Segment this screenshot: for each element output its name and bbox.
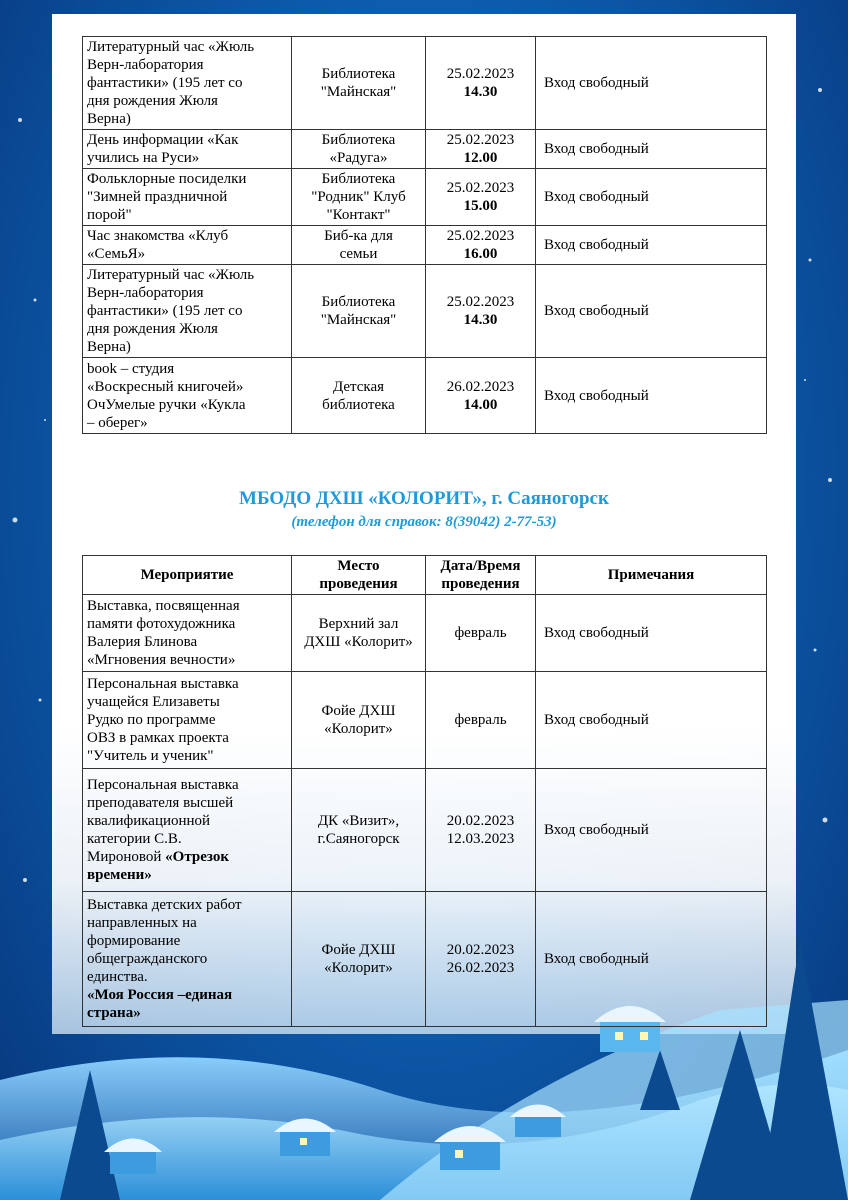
cell-line: категории С.В. [87, 831, 182, 847]
cell-line: Литературный час «Жюль [87, 267, 255, 283]
cell-line: г.Саяногорск [317, 831, 400, 847]
cell-line: дня рождения Жюля [87, 93, 218, 109]
date-cell [426, 169, 536, 226]
org-title: МБОДО ДХШ «КОЛОРИТ», г. Саяногорск [239, 488, 609, 509]
cell-line: Детская [332, 378, 385, 395]
cell-line: «Колорит» [324, 721, 393, 737]
events-table-libraries [82, 36, 767, 434]
time-value: 16.00 [463, 246, 498, 262]
cell-line: ДХШ «Колорит» [304, 634, 413, 650]
events-table-art-school [82, 555, 767, 1027]
cell-line: Персональная выставка [87, 777, 239, 793]
cell-line: «Радуга» [329, 150, 388, 166]
cell-line: Библиотека [321, 132, 396, 148]
cell-line: страна» [87, 1005, 141, 1021]
cell-line: Верна) [87, 111, 131, 127]
org-phone: (телефон для справок: 8(39042) 2-77-53) [291, 514, 557, 530]
place-cell [292, 769, 426, 892]
date-cell [426, 769, 536, 892]
cell-line: «Колорит» [324, 960, 393, 976]
cell-line: Час знакомства «Клуб [87, 228, 229, 244]
place-cell [292, 265, 426, 358]
cell-line: библиотека [322, 396, 395, 413]
event-cell [83, 672, 292, 769]
cell-line: квалификационной [87, 813, 211, 829]
cell-line: ДК «Визит», [317, 813, 400, 829]
event-cell [83, 37, 292, 130]
cell-line: ОчУмелые ручки «Кукла [87, 396, 246, 413]
time-value: 15.00 [463, 198, 498, 214]
cell-line: "Родник" Клуб [311, 189, 406, 205]
date-cell [426, 595, 536, 672]
cell-line: "Контакт" [326, 207, 391, 223]
cell-line: Валерия Блинова [87, 634, 198, 650]
cell-line: порой" [87, 207, 132, 223]
cell-line: «Отрезок [165, 849, 229, 865]
table-row [83, 226, 767, 265]
table-row [83, 595, 767, 672]
cell-line: "Зимней праздничной [87, 189, 228, 205]
cell-line: учащейся Елизаветы [87, 694, 220, 710]
note-cell: Вход свободный [536, 672, 767, 769]
cell-line: Верн-лаборатория [87, 285, 204, 301]
place-cell [292, 130, 426, 169]
cell-line: День информации «Как [87, 132, 239, 148]
cell-line: Верн-лаборатория [87, 57, 204, 73]
cell-line: – оберег» [87, 414, 148, 431]
event-cell [83, 892, 292, 1027]
cell-line: 20.02.2023 [446, 942, 515, 958]
date-cell [426, 672, 536, 769]
note-cell: Вход свободный [536, 358, 767, 434]
cell-line: Биб-ка для [324, 228, 393, 244]
table-row [83, 892, 767, 1027]
header-place: Место проведения [292, 556, 426, 595]
cell-line: 12.03.2023 [446, 831, 515, 847]
table-row [83, 169, 767, 226]
date-value: 25.02.2023 [446, 180, 515, 196]
note-cell: Вход свободный [536, 37, 767, 130]
cell-line: февраль [454, 625, 507, 641]
place-cell [292, 37, 426, 130]
place-cell [292, 226, 426, 265]
event-cell [83, 169, 292, 226]
cell-line: Литературный час «Жюль [87, 39, 255, 55]
event-cell [83, 265, 292, 358]
table-row [83, 37, 767, 130]
date-value: 25.02.2023 [446, 294, 515, 310]
place-cell [292, 892, 426, 1027]
cell-line: Выставка детских работ [87, 897, 242, 913]
table-row [83, 672, 767, 769]
cell-line: "Учитель и ученик" [87, 748, 214, 764]
date-cell [426, 358, 536, 434]
cell-line: "Майнская" [320, 84, 397, 100]
cell-line: Библиотека [321, 66, 396, 82]
event-cell [83, 769, 292, 892]
cell-line: 20.02.2023 [446, 813, 515, 829]
date-cell [426, 892, 536, 1027]
header-event: Мероприятие [83, 556, 292, 595]
place-cell [292, 672, 426, 769]
cell-line: памяти фотохудожника [87, 616, 236, 632]
cell-line: Верхний зал [318, 616, 399, 632]
place-cell [292, 358, 426, 434]
cell-line: "Майнская" [320, 312, 397, 328]
cell-line: направленных на [87, 915, 197, 931]
cell-line: времени» [87, 867, 152, 883]
date-cell [426, 37, 536, 130]
cell-line: Верна) [87, 339, 131, 355]
cell-line: преподавателя высшей [87, 795, 234, 811]
note-cell: Вход свободный [536, 169, 767, 226]
cell-line: «Мгновения вечности» [87, 652, 236, 668]
note-cell: Вход свободный [536, 130, 767, 169]
cell-line: февраль [454, 712, 507, 728]
cell-line: единства. [87, 969, 148, 985]
note-cell: Вход свободный [536, 769, 767, 892]
cell-line: фантастики» (195 лет со [87, 75, 243, 91]
cell-line: Библиотека [321, 171, 396, 187]
event-cell [83, 595, 292, 672]
place-cell [292, 595, 426, 672]
cell-line: учились на Руси» [87, 150, 200, 166]
time-value: 14.30 [463, 84, 498, 100]
time-value: 14.00 [463, 396, 498, 413]
cell-line: Выставка, посвященная [87, 598, 240, 614]
cell-line: Библиотека [321, 294, 396, 310]
date-cell [426, 265, 536, 358]
table-row [83, 358, 767, 434]
date-value: 26.02.2023 [446, 378, 515, 395]
cell-line: «СемьЯ» [87, 246, 146, 262]
table-row [83, 130, 767, 169]
table-header-row [83, 556, 767, 595]
cell-line: фантастики» (195 лет со [87, 303, 243, 319]
table-row [83, 769, 767, 892]
note-cell: Вход свободный [536, 892, 767, 1027]
header-note: Примечания [536, 556, 767, 595]
date-value: 25.02.2023 [446, 66, 515, 82]
note-cell: Вход свободный [536, 265, 767, 358]
header-date: Дата/Время проведения [426, 556, 536, 595]
event-cell [83, 358, 292, 434]
cell-line: Мироновой [87, 849, 162, 865]
table-row [83, 265, 767, 358]
cell-line: Рудко по программе [87, 712, 216, 728]
cell-line: 26.02.2023 [446, 960, 515, 976]
cell-line: Фольклорные посиделки [87, 171, 247, 187]
date-value: 25.02.2023 [446, 228, 515, 244]
date-value: 25.02.2023 [446, 132, 515, 148]
note-cell: Вход свободный [536, 595, 767, 672]
cell-line: семьи [339, 246, 378, 262]
cell-line: Фойе ДХШ [321, 942, 396, 958]
cell-line: book – студия [87, 360, 175, 377]
note-cell: Вход свободный [536, 226, 767, 265]
cell-line: Персональная выставка [87, 676, 239, 692]
cell-line: общегражданского [87, 951, 208, 967]
place-cell [292, 169, 426, 226]
time-value: 14.30 [463, 312, 498, 328]
event-cell [83, 130, 292, 169]
date-cell [426, 226, 536, 265]
event-cell [83, 226, 292, 265]
cell-line: ОВЗ в рамках проекта [87, 730, 229, 746]
cell-line: Фойе ДХШ [321, 703, 396, 719]
time-value: 12.00 [463, 150, 498, 166]
cell-line: дня рождения Жюля [87, 321, 218, 337]
cell-line: «Моя Россия –единая [87, 987, 233, 1003]
cell-line: «Воскресный книгочей» [87, 378, 244, 395]
cell-line: формирование [87, 933, 181, 949]
date-cell [426, 130, 536, 169]
